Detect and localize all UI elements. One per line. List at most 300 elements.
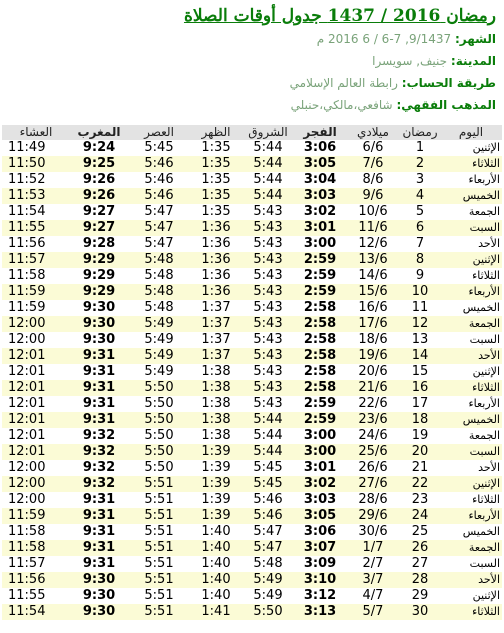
cell-gregorian-date: 29/6 xyxy=(346,508,400,524)
cell-maghrib: 9:30 xyxy=(70,300,128,316)
cell-gregorian-date: 30/6 xyxy=(346,524,400,540)
city-label: المدينة: xyxy=(450,54,496,68)
table-row xyxy=(2,556,502,572)
cell-isha: 12:00 xyxy=(2,476,70,492)
cell-asr: 5:51 xyxy=(128,588,190,604)
cell-isha: 11:55 xyxy=(2,588,70,604)
cell-asr: 5:51 xyxy=(128,572,190,588)
cell-day: الإثنين xyxy=(440,364,502,380)
col-header-day: اليوم xyxy=(440,125,502,140)
cell-maghrib: 9:28 xyxy=(70,236,128,252)
cell-fajr: 2:58 xyxy=(294,300,346,316)
cell-gregorian-date: 24/6 xyxy=(346,428,400,444)
cell-dhuhr: 1:35 xyxy=(190,172,242,188)
cell-fajr: 3:09 xyxy=(294,556,346,572)
cell-fajr: 3:04 xyxy=(294,172,346,188)
cell-sunrise: 5:43 xyxy=(242,364,294,380)
cell-fajr: 3:05 xyxy=(294,156,346,172)
cell-isha: 12:01 xyxy=(2,364,70,380)
cell-dhuhr: 1:38 xyxy=(190,412,242,428)
cell-maghrib: 9:26 xyxy=(70,172,128,188)
cell-gregorian-date: 14/6 xyxy=(346,268,400,284)
table-row xyxy=(2,540,502,556)
cell-ramadan-day: 21 xyxy=(400,460,440,476)
cell-gregorian-date: 7/6 xyxy=(346,156,400,172)
cell-ramadan-day: 14 xyxy=(400,348,440,364)
cell-fajr: 2:59 xyxy=(294,268,346,284)
table-row xyxy=(2,412,502,428)
table-row xyxy=(2,428,502,444)
cell-isha: 11:59 xyxy=(2,284,70,300)
cell-isha: 11:58 xyxy=(2,268,70,284)
cell-dhuhr: 1:36 xyxy=(190,284,242,300)
col-header-dhuhr: الظهر xyxy=(190,125,242,140)
cell-sunrise: 5:43 xyxy=(242,236,294,252)
cell-asr: 5:50 xyxy=(128,444,190,460)
cell-maghrib: 9:32 xyxy=(70,428,128,444)
cell-day: الجمعة xyxy=(440,540,502,556)
cell-sunrise: 5:49 xyxy=(242,572,294,588)
cell-gregorian-date: 12/6 xyxy=(346,236,400,252)
cell-ramadan-day: 17 xyxy=(400,396,440,412)
cell-gregorian-date: 18/6 xyxy=(346,332,400,348)
cell-sunrise: 5:43 xyxy=(242,316,294,332)
page-header xyxy=(0,0,496,116)
cell-maghrib: 9:31 xyxy=(70,540,128,556)
cell-sunrise: 5:44 xyxy=(242,428,294,444)
cell-gregorian-date: 3/7 xyxy=(346,572,400,588)
cell-asr: 5:46 xyxy=(128,156,190,172)
cell-dhuhr: 1:40 xyxy=(190,524,242,540)
cell-maghrib: 9:25 xyxy=(70,156,128,172)
table-row xyxy=(2,508,502,524)
cell-maghrib: 9:30 xyxy=(70,332,128,348)
cell-asr: 5:49 xyxy=(128,348,190,364)
cell-day: الأحد xyxy=(440,572,502,588)
cell-isha: 11:54 xyxy=(2,604,70,620)
cell-fajr: 2:59 xyxy=(294,412,346,428)
cell-isha: 12:01 xyxy=(2,348,70,364)
cell-maghrib: 9:27 xyxy=(70,220,128,236)
cell-sunrise: 5:47 xyxy=(242,540,294,556)
cell-sunrise: 5:47 xyxy=(242,524,294,540)
cell-asr: 5:48 xyxy=(128,252,190,268)
cell-ramadan-day: 12 xyxy=(400,316,440,332)
method-line xyxy=(0,72,496,94)
cell-sunrise: 5:44 xyxy=(242,156,294,172)
table-row xyxy=(2,524,502,540)
cell-fajr: 3:03 xyxy=(294,492,346,508)
cell-asr: 5:48 xyxy=(128,284,190,300)
cell-ramadan-day: 22 xyxy=(400,476,440,492)
cell-day: الأربعاء xyxy=(440,396,502,412)
cell-ramadan-day: 15 xyxy=(400,364,440,380)
cell-sunrise: 5:43 xyxy=(242,300,294,316)
cell-day: الإثنين xyxy=(440,140,502,156)
cell-maghrib: 9:31 xyxy=(70,492,128,508)
cell-gregorian-date: 28/6 xyxy=(346,492,400,508)
cell-day: السبت xyxy=(440,444,502,460)
col-header-ramadan: رمضان xyxy=(400,125,440,140)
cell-asr: 5:46 xyxy=(128,188,190,204)
cell-dhuhr: 1:38 xyxy=(190,364,242,380)
table-body xyxy=(2,140,502,620)
cell-gregorian-date: 16/6 xyxy=(346,300,400,316)
cell-ramadan-day: 16 xyxy=(400,380,440,396)
cell-dhuhr: 1:37 xyxy=(190,348,242,364)
cell-fajr: 3:00 xyxy=(294,444,346,460)
cell-gregorian-date: 21/6 xyxy=(346,380,400,396)
prayer-times-table xyxy=(2,125,502,620)
cell-asr: 5:50 xyxy=(128,380,190,396)
cell-day: الجمعة xyxy=(440,428,502,444)
cell-ramadan-day: 5 xyxy=(400,204,440,220)
table-row xyxy=(2,268,502,284)
cell-dhuhr: 1:35 xyxy=(190,204,242,220)
cell-maghrib: 9:24 xyxy=(70,140,128,156)
madhab-line xyxy=(0,94,496,116)
table-row xyxy=(2,492,502,508)
cell-gregorian-date: 13/6 xyxy=(346,252,400,268)
cell-isha: 12:00 xyxy=(2,316,70,332)
cell-maghrib: 9:29 xyxy=(70,252,128,268)
col-header-gregorian: ميلادي xyxy=(346,125,400,140)
cell-isha: 11:59 xyxy=(2,300,70,316)
cell-day: الإثنين xyxy=(440,476,502,492)
cell-ramadan-day: 24 xyxy=(400,508,440,524)
cell-asr: 5:51 xyxy=(128,540,190,556)
cell-dhuhr: 1:37 xyxy=(190,316,242,332)
cell-ramadan-day: 4 xyxy=(400,188,440,204)
col-header-fajr: الفجر xyxy=(294,125,346,140)
cell-isha: 11:59 xyxy=(2,508,70,524)
cell-ramadan-day: 7 xyxy=(400,236,440,252)
cell-maghrib: 9:30 xyxy=(70,604,128,620)
cell-dhuhr: 1:36 xyxy=(190,236,242,252)
cell-maghrib: 9:32 xyxy=(70,460,128,476)
cell-maghrib: 9:29 xyxy=(70,284,128,300)
cell-asr: 5:49 xyxy=(128,332,190,348)
cell-ramadan-day: 6 xyxy=(400,220,440,236)
cell-maghrib: 9:31 xyxy=(70,364,128,380)
cell-sunrise: 5:44 xyxy=(242,444,294,460)
month-value: 9/1437, 7-6 / 6 2016 م xyxy=(316,32,452,46)
cell-maghrib: 9:32 xyxy=(70,444,128,460)
cell-day: الخميس xyxy=(440,300,502,316)
cell-asr: 5:47 xyxy=(128,220,190,236)
cell-gregorian-date: 20/6 xyxy=(346,364,400,380)
col-header-maghrib: المغرب xyxy=(70,125,128,140)
cell-day: السبت xyxy=(440,220,502,236)
cell-fajr: 3:02 xyxy=(294,476,346,492)
cell-isha: 11:57 xyxy=(2,252,70,268)
cell-fajr: 3:06 xyxy=(294,524,346,540)
cell-asr: 5:47 xyxy=(128,236,190,252)
cell-sunrise: 5:49 xyxy=(242,588,294,604)
table-row xyxy=(2,140,502,156)
table-row xyxy=(2,332,502,348)
cell-maghrib: 9:31 xyxy=(70,380,128,396)
table-row xyxy=(2,204,502,220)
cell-dhuhr: 1:38 xyxy=(190,396,242,412)
cell-day: السبت xyxy=(440,332,502,348)
cell-asr: 5:50 xyxy=(128,428,190,444)
cell-fajr: 3:00 xyxy=(294,236,346,252)
cell-dhuhr: 1:37 xyxy=(190,332,242,348)
cell-sunrise: 5:43 xyxy=(242,332,294,348)
cell-fajr: 3:10 xyxy=(294,572,346,588)
cell-ramadan-day: 11 xyxy=(400,300,440,316)
cell-isha: 11:49 xyxy=(2,140,70,156)
cell-gregorian-date: 5/7 xyxy=(346,604,400,620)
cell-gregorian-date: 22/6 xyxy=(346,396,400,412)
cell-gregorian-date: 19/6 xyxy=(346,348,400,364)
cell-ramadan-day: 26 xyxy=(400,540,440,556)
cell-isha: 12:00 xyxy=(2,460,70,476)
table-row xyxy=(2,236,502,252)
cell-ramadan-day: 10 xyxy=(400,284,440,300)
cell-isha: 11:58 xyxy=(2,540,70,556)
cell-isha: 11:54 xyxy=(2,204,70,220)
cell-day: الأحد xyxy=(440,236,502,252)
cell-dhuhr: 1:39 xyxy=(190,476,242,492)
cell-dhuhr: 1:38 xyxy=(190,428,242,444)
cell-gregorian-date: 23/6 xyxy=(346,412,400,428)
cell-maghrib: 9:29 xyxy=(70,268,128,284)
cell-gregorian-date: 11/6 xyxy=(346,220,400,236)
cell-isha: 11:58 xyxy=(2,524,70,540)
cell-isha: 11:56 xyxy=(2,236,70,252)
cell-asr: 5:51 xyxy=(128,556,190,572)
cell-fajr: 3:00 xyxy=(294,428,346,444)
cell-sunrise: 5:44 xyxy=(242,172,294,188)
cell-fajr: 2:58 xyxy=(294,316,346,332)
cell-isha: 11:53 xyxy=(2,188,70,204)
cell-sunrise: 5:45 xyxy=(242,476,294,492)
cell-asr: 5:49 xyxy=(128,364,190,380)
cell-sunrise: 5:46 xyxy=(242,508,294,524)
cell-asr: 5:50 xyxy=(128,412,190,428)
cell-asr: 5:51 xyxy=(128,508,190,524)
cell-asr: 5:51 xyxy=(128,524,190,540)
table-row xyxy=(2,588,502,604)
cell-day: الإثنين xyxy=(440,588,502,604)
cell-dhuhr: 1:40 xyxy=(190,572,242,588)
cell-sunrise: 5:44 xyxy=(242,412,294,428)
table-row xyxy=(2,460,502,476)
cell-day: الجمعة xyxy=(440,204,502,220)
cell-isha: 11:57 xyxy=(2,556,70,572)
cell-day: الخميس xyxy=(440,188,502,204)
cell-ramadan-day: 20 xyxy=(400,444,440,460)
cell-dhuhr: 1:39 xyxy=(190,444,242,460)
page-title: رمضان 2016 / 1437 جدول أوقات الصلاة xyxy=(183,6,496,26)
madhab-value: شافعي،مالكي،حنبلي xyxy=(290,98,393,112)
cell-gregorian-date: 9/6 xyxy=(346,188,400,204)
table-header-row xyxy=(2,125,502,140)
cell-maghrib: 9:32 xyxy=(70,476,128,492)
cell-fajr: 3:13 xyxy=(294,604,346,620)
cell-gregorian-date: 4/7 xyxy=(346,588,400,604)
cell-asr: 5:46 xyxy=(128,172,190,188)
cell-day: السبت xyxy=(440,556,502,572)
cell-ramadan-day: 9 xyxy=(400,268,440,284)
cell-sunrise: 5:48 xyxy=(242,556,294,572)
cell-dhuhr: 1:35 xyxy=(190,188,242,204)
cell-asr: 5:49 xyxy=(128,316,190,332)
cell-asr: 5:47 xyxy=(128,204,190,220)
cell-asr: 5:45 xyxy=(128,140,190,156)
cell-dhuhr: 1:35 xyxy=(190,156,242,172)
cell-fajr: 2:59 xyxy=(294,396,346,412)
cell-day: الجمعة xyxy=(440,316,502,332)
cell-asr: 5:50 xyxy=(128,460,190,476)
cell-asr: 5:51 xyxy=(128,604,190,620)
cell-maghrib: 9:30 xyxy=(70,572,128,588)
cell-gregorian-date: 26/6 xyxy=(346,460,400,476)
table-row xyxy=(2,364,502,380)
cell-gregorian-date: 6/6 xyxy=(346,140,400,156)
cell-isha: 11:50 xyxy=(2,156,70,172)
cell-fajr: 3:05 xyxy=(294,508,346,524)
cell-sunrise: 5:43 xyxy=(242,348,294,364)
cell-day: الخميس xyxy=(440,524,502,540)
cell-ramadan-day: 29 xyxy=(400,588,440,604)
cell-gregorian-date: 8/6 xyxy=(346,172,400,188)
cell-isha: 12:01 xyxy=(2,380,70,396)
cell-sunrise: 5:43 xyxy=(242,252,294,268)
cell-sunrise: 5:43 xyxy=(242,204,294,220)
cell-isha: 11:55 xyxy=(2,220,70,236)
cell-maghrib: 9:31 xyxy=(70,396,128,412)
cell-sunrise: 5:44 xyxy=(242,188,294,204)
month-label: الشهر: xyxy=(454,32,496,46)
city-value: جنيف, سويسرا xyxy=(372,54,448,68)
cell-dhuhr: 1:37 xyxy=(190,300,242,316)
cell-isha: 12:00 xyxy=(2,492,70,508)
cell-dhuhr: 1:40 xyxy=(190,540,242,556)
cell-ramadan-day: 18 xyxy=(400,412,440,428)
cell-ramadan-day: 8 xyxy=(400,252,440,268)
cell-asr: 5:48 xyxy=(128,300,190,316)
cell-dhuhr: 1:39 xyxy=(190,460,242,476)
cell-dhuhr: 1:36 xyxy=(190,252,242,268)
cell-dhuhr: 1:36 xyxy=(190,220,242,236)
madhab-label: المذهب الفقهي: xyxy=(396,98,496,112)
cell-day: الأربعاء xyxy=(440,284,502,300)
cell-gregorian-date: 27/6 xyxy=(346,476,400,492)
cell-dhuhr: 1:40 xyxy=(190,588,242,604)
cell-fajr: 2:59 xyxy=(294,284,346,300)
cell-gregorian-date: 25/6 xyxy=(346,444,400,460)
cell-fajr: 3:01 xyxy=(294,220,346,236)
table-row xyxy=(2,220,502,236)
cell-sunrise: 5:43 xyxy=(242,284,294,300)
cell-day: الخميس xyxy=(440,412,502,428)
cell-sunrise: 5:43 xyxy=(242,220,294,236)
cell-isha: 11:52 xyxy=(2,172,70,188)
cell-day: الأربعاء xyxy=(440,508,502,524)
cell-ramadan-day: 30 xyxy=(400,604,440,620)
cell-sunrise: 5:43 xyxy=(242,380,294,396)
table-row xyxy=(2,300,502,316)
cell-gregorian-date: 10/6 xyxy=(346,204,400,220)
cell-gregorian-date: 2/7 xyxy=(346,556,400,572)
cell-isha: 11:56 xyxy=(2,572,70,588)
city-line xyxy=(0,50,496,72)
method-label: طريقة الحساب: xyxy=(401,76,496,90)
cell-ramadan-day: 2 xyxy=(400,156,440,172)
cell-day: الإثنين xyxy=(440,252,502,268)
cell-asr: 5:51 xyxy=(128,476,190,492)
cell-fajr: 3:03 xyxy=(294,188,346,204)
cell-gregorian-date: 17/6 xyxy=(346,316,400,332)
cell-sunrise: 5:44 xyxy=(242,140,294,156)
table-row xyxy=(2,396,502,412)
table-row xyxy=(2,572,502,588)
method-value: رابطة العالم الإسلامي xyxy=(289,76,398,90)
col-header-sunrise: الشروق xyxy=(242,125,294,140)
cell-ramadan-day: 25 xyxy=(400,524,440,540)
cell-fajr: 2:59 xyxy=(294,252,346,268)
cell-maghrib: 9:31 xyxy=(70,556,128,572)
table-row xyxy=(2,476,502,492)
table-row xyxy=(2,380,502,396)
cell-maghrib: 9:27 xyxy=(70,204,128,220)
cell-maghrib: 9:30 xyxy=(70,316,128,332)
cell-asr: 5:48 xyxy=(128,268,190,284)
cell-day: الأحد xyxy=(440,348,502,364)
cell-dhuhr: 1:35 xyxy=(190,140,242,156)
cell-maghrib: 9:31 xyxy=(70,524,128,540)
cell-fajr: 3:02 xyxy=(294,204,346,220)
cell-day: الأحد xyxy=(440,460,502,476)
table-row xyxy=(2,252,502,268)
table-row xyxy=(2,156,502,172)
cell-dhuhr: 1:39 xyxy=(190,492,242,508)
cell-day: الثلاثاء xyxy=(440,604,502,620)
cell-ramadan-day: 23 xyxy=(400,492,440,508)
cell-day: الثلاثاء xyxy=(440,156,502,172)
cell-ramadan-day: 1 xyxy=(400,140,440,156)
cell-ramadan-day: 27 xyxy=(400,556,440,572)
cell-fajr: 2:58 xyxy=(294,332,346,348)
cell-isha: 12:01 xyxy=(2,396,70,412)
cell-gregorian-date: 15/6 xyxy=(346,284,400,300)
cell-fajr: 3:01 xyxy=(294,460,346,476)
cell-dhuhr: 1:38 xyxy=(190,380,242,396)
cell-day: الثلاثاء xyxy=(440,380,502,396)
cell-isha: 12:01 xyxy=(2,444,70,460)
cell-fajr: 2:58 xyxy=(294,380,346,396)
cell-asr: 5:51 xyxy=(128,492,190,508)
cell-isha: 12:00 xyxy=(2,332,70,348)
col-header-asr: العصر xyxy=(128,125,190,140)
cell-fajr: 3:06 xyxy=(294,140,346,156)
cell-dhuhr: 1:40 xyxy=(190,556,242,572)
cell-maghrib: 9:31 xyxy=(70,348,128,364)
cell-dhuhr: 1:36 xyxy=(190,268,242,284)
table-row xyxy=(2,316,502,332)
cell-sunrise: 5:46 xyxy=(242,492,294,508)
cell-fajr: 2:58 xyxy=(294,364,346,380)
cell-day: الثلاثاء xyxy=(440,268,502,284)
table-row xyxy=(2,348,502,364)
cell-asr: 5:50 xyxy=(128,396,190,412)
cell-fajr: 3:07 xyxy=(294,540,346,556)
table-row xyxy=(2,444,502,460)
cell-ramadan-day: 28 xyxy=(400,572,440,588)
